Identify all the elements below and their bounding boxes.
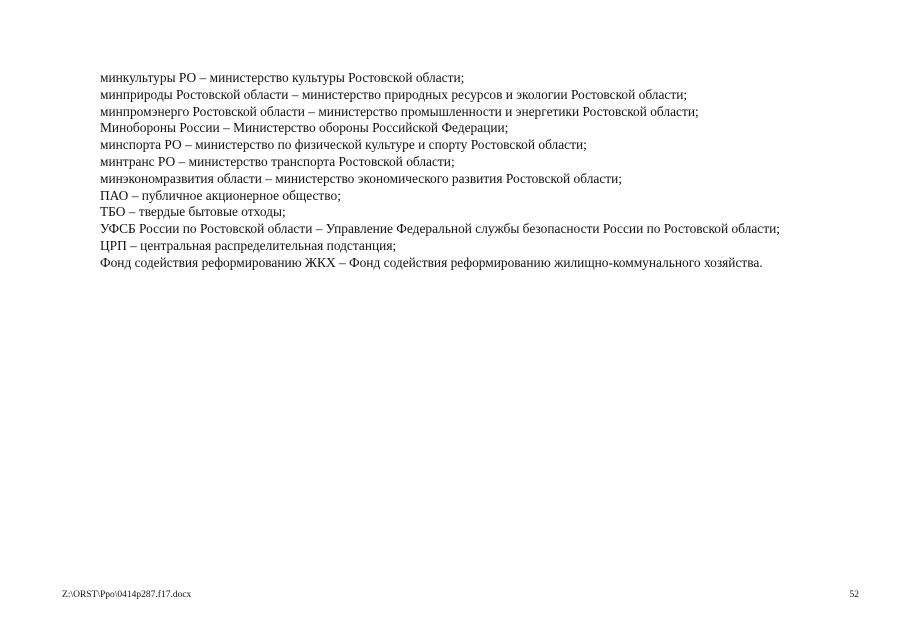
abbreviations-list: [62, 70, 859, 272]
abbreviation-crp: ЦРП – центральная распределительная подстанция;: [100, 237, 397, 253]
abbreviation-minsporta: минспорта РО – министерство по физической культуре и спорту Ростовской области;: [100, 137, 587, 153]
abbreviation-fond-zhkh: Фонд содействия реформированию ЖКХ – Фонд содействия реформированию жилищно-коммунального хозяйства.: [100, 254, 763, 270]
abbreviation-ufsb: УФСБ России по Ростовской области – Управление Федеральной службы безопасности России по Ростовской области;: [100, 221, 780, 237]
abbreviation-tbo: ТБО – твердые бытовые отходы;: [100, 204, 286, 220]
abbreviation-minpromenergo: минпромэнерго Ростовской области – министерство промышленности и энергетики Ростовской области;: [100, 103, 699, 119]
abbreviation-pao: ПАО – публичное акционерное общество;: [100, 187, 341, 203]
footer-page-number: 52: [849, 590, 859, 600]
footer-file-path: Z:\ORST\Ppo\0414p287.f17.docx: [62, 590, 192, 600]
abbreviation-minkultury: минкультуры РО – министерство культуры Ростовской области;: [100, 70, 465, 85]
abbreviation-minoborony: Минобороны России – Министерство обороны Российской Федерации;: [100, 120, 509, 136]
abbreviation-minprirody: минприроды Ростовской области – министерство природных ресурсов и экологии Ростовской области;: [100, 86, 688, 102]
abbreviation-minekonomrazvitiya: минэкономразвития области – министерство экономического развития Ростовской области;: [100, 170, 623, 186]
abbreviation-mintrans: минтранс РО – министерство транспорта Ростовской области;: [100, 153, 455, 169]
